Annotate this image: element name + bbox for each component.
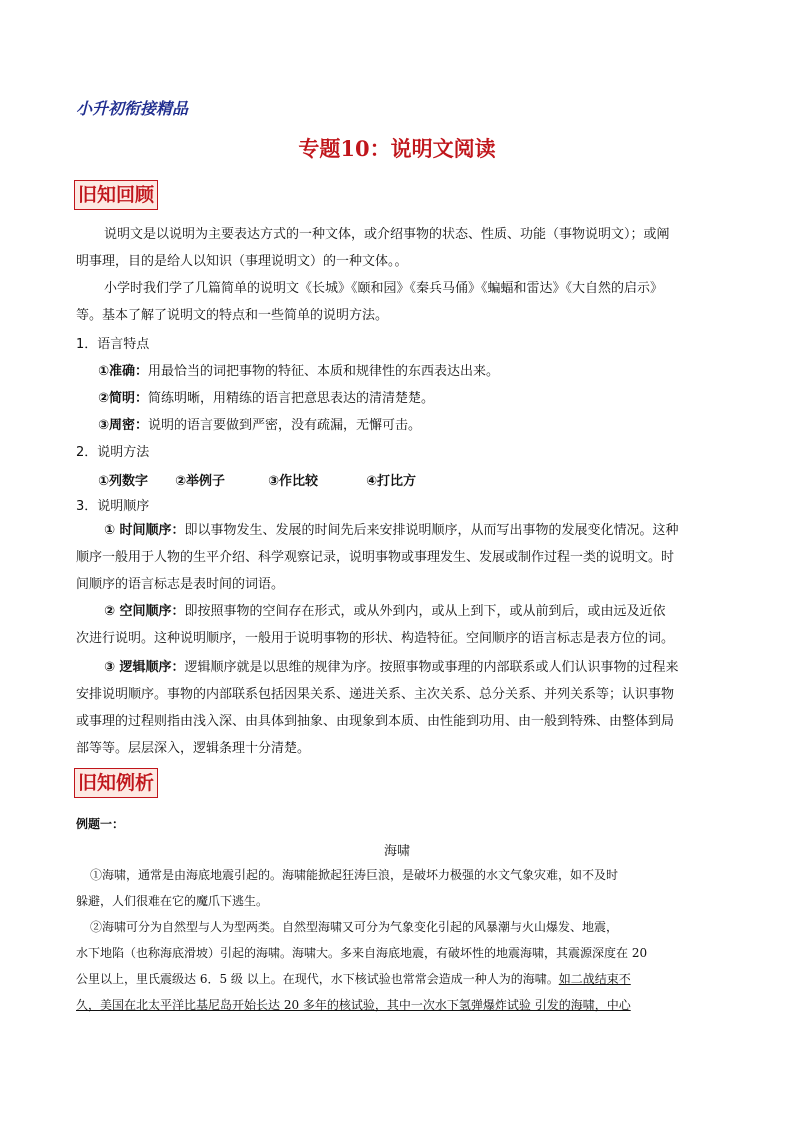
text-line: 小学时我们学了几篇简单的说明文《长城》《颐和园》《秦兵马俑》《蝙蝠和雷达》《大自然的启示》 bbox=[104, 281, 664, 296]
text-segment: 即按照事物的空间存在形式，或从外到内，或从上到下，或从前到后，或由远及近依 bbox=[184, 604, 666, 619]
language-item bbox=[98, 414, 421, 433]
logic-order-paragraph bbox=[76, 654, 722, 762]
space-order-paragraph bbox=[76, 598, 722, 652]
underlined-text-line: 久，美国在北太平洋比基尼岛开始长达 20 多年的核试验，其中一次水下氢弹爆炸试验 引发的海啸，中心 bbox=[76, 998, 631, 1012]
article-paragraph-1 bbox=[76, 862, 722, 914]
item-label: ①准确： bbox=[98, 364, 149, 379]
text-line: 安排说明顺序。事物的内部联系包括因果关系、递进关系、主次关系、总分关系、并列关系等；认识事物 bbox=[76, 687, 675, 702]
intro-paragraph bbox=[76, 221, 722, 275]
language-heading: 1．语言特点 bbox=[76, 337, 150, 352]
item-label: ②简明： bbox=[98, 391, 149, 406]
text-line: 部等等。层层深入，逻辑条理十分清楚。 bbox=[76, 741, 311, 756]
text-line bbox=[76, 966, 722, 992]
text-line: 间顺序的语言标志是表时间的词语。 bbox=[76, 577, 285, 592]
underlined-text: 如二战结束不 bbox=[558, 972, 631, 986]
methods-heading: 2．说明方法 bbox=[76, 445, 150, 460]
item-text: 说明的语言要做到严密，没有疏漏，无懈可击。 bbox=[148, 418, 422, 433]
item-text: 简练明晰，用精练的语言把意思表达的清清楚楚。 bbox=[148, 391, 435, 406]
text-line bbox=[76, 598, 722, 625]
language-item bbox=[98, 387, 434, 406]
text-line: 说明文是以说明为主要表达方式的一种文体，或介绍事物的状态、性质、功能（事物说明文）；或阐 bbox=[104, 227, 670, 242]
item-label: ③周密： bbox=[98, 418, 149, 433]
text-segment: 即以事物发生、发展的时间先后来安排说明顺序，从而写出事物的发展变化情况。这种 bbox=[184, 523, 679, 538]
order-label: ② 空间顺序： bbox=[104, 604, 185, 619]
text-line: 明事理，目的是给人以知识（事理说明文）的一种文体。。 bbox=[76, 254, 408, 269]
text-segment: 逻辑顺序就是以思维的规律为序。按照事物或事理的内部联系或人们认识事物的过程来 bbox=[184, 660, 679, 675]
item-text: 用最恰当的词把事物的特征、本质和规律性的东西表达出来。 bbox=[148, 364, 500, 379]
text-line: ①海啸，通常是由海底地震引起的。海啸能掀起狂涛巨浪，是破坏力极强的水文气象灾难，如不及时 bbox=[90, 868, 619, 882]
order-heading: 3．说明顺序 bbox=[76, 499, 150, 514]
section-label-review: 旧知回顾 bbox=[74, 180, 158, 210]
method-item: ②举例子 bbox=[175, 474, 226, 489]
method-item: ④打比方 bbox=[366, 474, 417, 489]
text-line bbox=[76, 517, 722, 544]
article-title: 海啸 bbox=[383, 844, 410, 859]
text-segment: 公里以上，里氏震级达 6．5 级 以上。在现代，水下核试验也常常会造成一种人为的海啸。 bbox=[76, 972, 559, 986]
text-line: ②海啸可分为自然型与人为型两类。自然型海啸又可分为气象变化引起的风暴潮与火山爆发、地震， bbox=[90, 920, 619, 934]
section-label-example: 旧知例析 bbox=[74, 768, 158, 798]
text-line: 等。基本了解了说明文的特点和一些简单的说明方法。 bbox=[76, 308, 389, 323]
text-line: 躲避，人们很难在它的魔爪下逃生。 bbox=[76, 894, 269, 908]
text-line bbox=[76, 654, 722, 681]
page-title: 专题10：说明文阅读 bbox=[298, 136, 496, 161]
brand-label: 小升初衔接精品 bbox=[76, 99, 189, 118]
review-paragraph bbox=[76, 275, 722, 329]
text-line: 次进行说明。这种说明顺序，一般用于说明事物的形状、构造特征。空间顺序的语言标志是表方位的词。 bbox=[76, 631, 675, 646]
text-line: 或事理的过程则指由浅入深、由具体到抽象、由现象到本质、由性能到功用、由一般到特殊、由整体到局 bbox=[76, 714, 675, 729]
method-item: ①列数字 bbox=[98, 474, 149, 489]
order-label: ③ 逻辑顺序： bbox=[104, 660, 185, 675]
text-line: 顺序一般用于人物的生平介绍、科学观察记录，说明事物或事理发生、发展或制作过程一类的说明文。时 bbox=[76, 550, 675, 565]
example-label: 例题一： bbox=[76, 817, 125, 831]
text-line: 水下地陷（也称海底滑坡）引起的海啸。海啸大。多来自海底地震，有破坏性的地震海啸，其震源深度在 20 bbox=[76, 946, 648, 960]
time-order-paragraph bbox=[76, 517, 722, 598]
language-item bbox=[98, 360, 499, 379]
order-label: ① 时间顺序： bbox=[104, 523, 185, 538]
method-item: ③作比较 bbox=[268, 474, 319, 489]
article-paragraph-2 bbox=[76, 914, 722, 1018]
